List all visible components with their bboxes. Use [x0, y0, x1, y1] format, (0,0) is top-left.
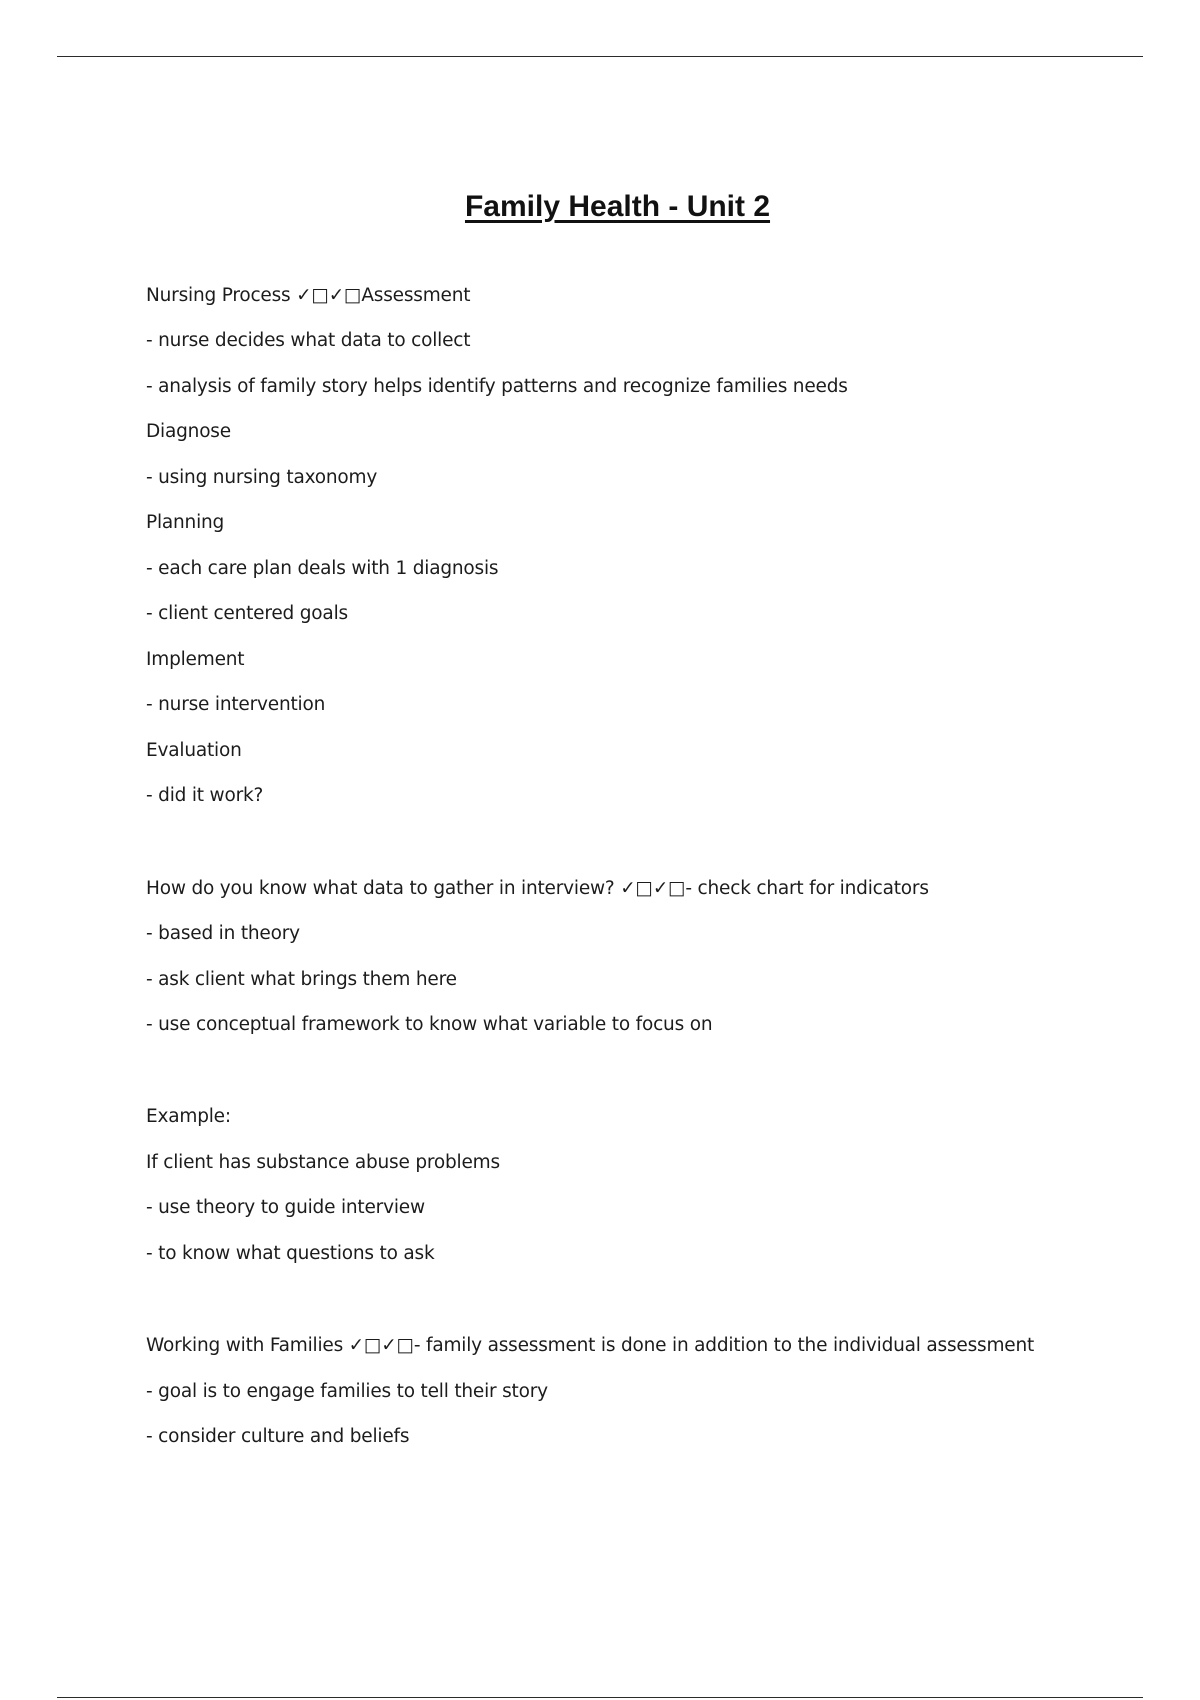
subheading-evaluation: Evaluation — [146, 740, 242, 761]
bullet-line: - nurse decides what data to collect — [146, 330, 471, 351]
subheading-diagnose: Diagnose — [146, 421, 231, 442]
section-heading-example: Example: — [146, 1106, 231, 1127]
subheading-planning: Planning — [146, 512, 225, 533]
section-heading-working-with-families: Working with Families ✓□✓□- family assessment is done in addition to the individual assessment — [146, 1335, 1035, 1356]
bullet-line: - consider culture and beliefs — [146, 1426, 410, 1447]
bullet-line: - did it work? — [146, 785, 264, 806]
bullet-line: - to know what questions to ask — [146, 1243, 435, 1264]
section-heading-nursing-process: Nursing Process ✓□✓□Assessment — [146, 285, 471, 306]
bullet-line: - goal is to engage families to tell their story — [146, 1381, 548, 1402]
bullet-line: - use theory to guide interview — [146, 1197, 425, 1218]
bottom-rule — [57, 1697, 1143, 1698]
top-rule — [57, 56, 1143, 57]
bullet-line: - using nursing taxonomy — [146, 467, 378, 488]
bullet-line: - nurse intervention — [146, 694, 326, 715]
section-heading-interview: How do you know what data to gather in interview? ✓□✓□- check chart for indicators — [146, 878, 929, 899]
bullet-line: - use conceptual framework to know what variable to focus on — [146, 1014, 713, 1035]
subheading-implement: Implement — [146, 649, 245, 670]
text-line: If client has substance abuse problems — [146, 1152, 500, 1173]
bullet-line: - each care plan deals with 1 diagnosis — [146, 558, 499, 579]
document-title: Family Health - Unit 2 — [464, 190, 771, 223]
bullet-line: - client centered goals — [146, 603, 348, 624]
bullet-line: - ask client what brings them here — [146, 969, 457, 990]
bullet-line: - analysis of family story helps identify patterns and recognize families needs — [146, 376, 848, 397]
bullet-line: - based in theory — [146, 923, 300, 944]
